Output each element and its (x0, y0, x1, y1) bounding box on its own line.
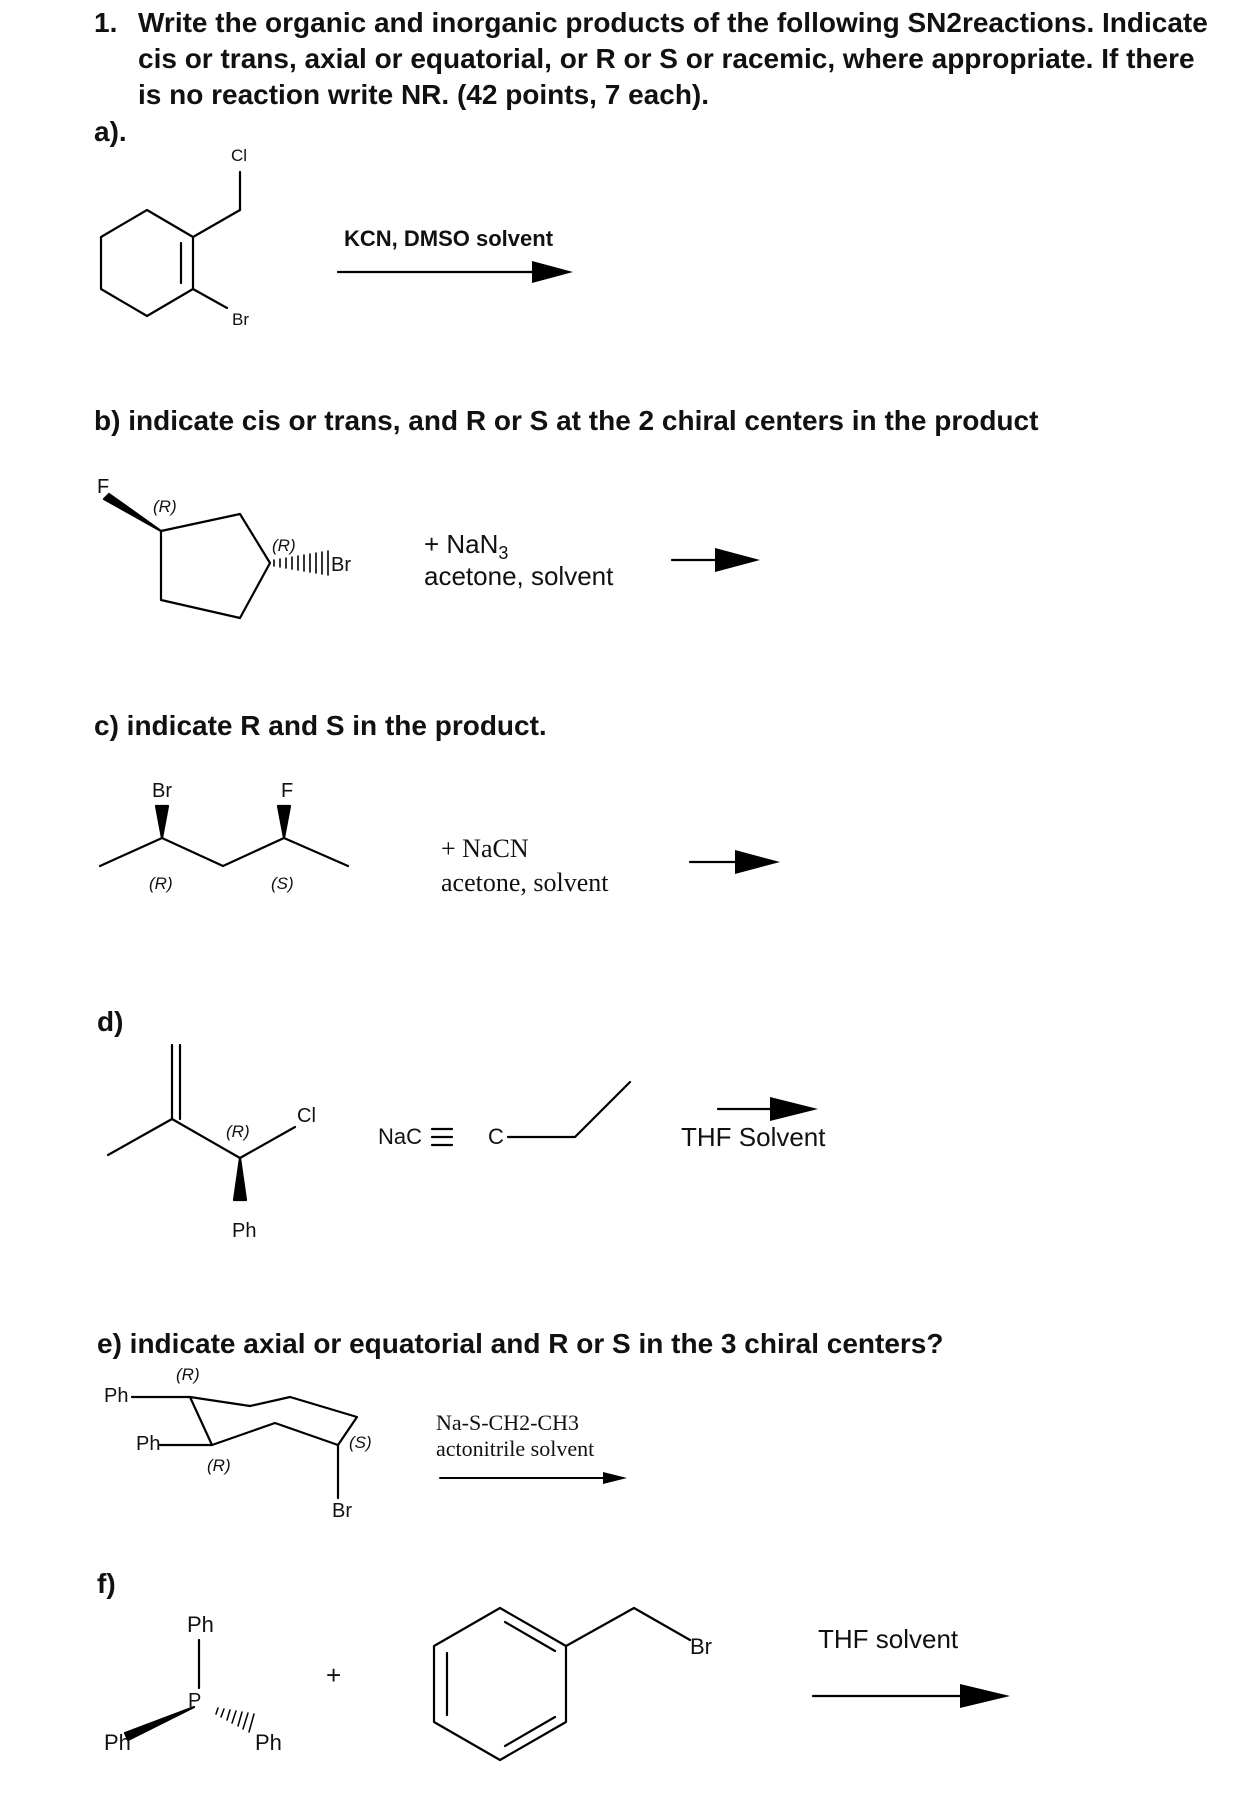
solvent-f: THF solvent (818, 1624, 959, 1654)
atom-cl: Cl (297, 1105, 316, 1127)
wedge-bond-ph-left (125, 1707, 194, 1740)
solvent-d: THF Solvent (681, 1122, 826, 1152)
structure-e (132, 1397, 357, 1498)
wedge-bond-f (278, 806, 290, 838)
config-e-left: (R) (207, 1456, 231, 1475)
atom-f: F (281, 780, 294, 802)
structure-b (104, 494, 328, 618)
arrowhead-a (532, 261, 573, 283)
reagent-b-main: + NaN (424, 529, 499, 559)
benzene-ring (434, 1608, 566, 1760)
structure-a (101, 172, 240, 316)
atom-ph-right: Ph (255, 1730, 282, 1755)
arrowhead-e (603, 1472, 627, 1484)
reagent-e-line1: Na-S-CH2-CH3 (436, 1410, 579, 1435)
config-c2: (S) (271, 874, 294, 893)
arrowhead-b (715, 548, 760, 572)
atom-p: P (188, 1690, 202, 1712)
cyclopentane-ring (161, 514, 270, 618)
arrowhead-d (770, 1097, 818, 1121)
reagent-a: KCN, DMSO solvent (344, 226, 554, 251)
atom-cl: Cl (231, 146, 248, 165)
question-text: Write the organic and inorganic products of the following SN2reactions. Indicate cis or trans, axial or equatorial, or R or S or racemic, where appropriate. If there is no reaction write NR. (42 points, 7 each). (138, 7, 1208, 110)
reagent-c-line2: acetone, solvent (441, 868, 609, 897)
config-e-top: (R) (176, 1365, 200, 1384)
structure-f-benzyl (434, 1608, 690, 1760)
part-a-label: a). (94, 116, 127, 147)
atom-ph2: Ph (136, 1433, 161, 1455)
atom-br: Br (152, 780, 172, 802)
part-d-label: d) (97, 1006, 124, 1037)
wedge-bond-br (156, 806, 168, 838)
atom-br: Br (232, 310, 249, 329)
wedge-bond-ph (234, 1158, 246, 1200)
arrowhead-c (735, 850, 780, 874)
atom-ph-top: Ph (187, 1612, 214, 1637)
reagent-c-line1: + NaCN (441, 834, 529, 863)
atom-ph-left: Ph (104, 1730, 131, 1755)
atom-br: Br (331, 554, 351, 576)
config-d: (R) (226, 1122, 250, 1141)
part-e-heading: e) indicate axial or equatorial and R or S in the 3 chiral centers? (97, 1328, 944, 1359)
arrowhead-f (960, 1684, 1010, 1708)
part-c-heading: c) indicate R and S in the product. (94, 710, 547, 741)
atom-br: Br (690, 1634, 712, 1659)
question-number: 1. (94, 7, 118, 38)
config-b1: (R) (153, 497, 177, 516)
structure-d (108, 1045, 630, 1200)
atom-ph1: Ph (104, 1385, 129, 1407)
config-c1: (R) (149, 874, 173, 893)
part-f-label: f) (97, 1568, 116, 1599)
plus-sign: + (326, 1660, 342, 1690)
structure-c (100, 806, 348, 866)
cyclohexene-ring (101, 210, 193, 316)
reagent-b-sub: 3 (498, 543, 509, 564)
hash-bond-ph-right (216, 1708, 254, 1732)
part-b-heading: b) indicate cis or trans, and R or S at the 2 chiral centers in the product (94, 405, 1039, 436)
atom-br: Br (332, 1500, 352, 1522)
reagent-e-line2: actonitrile solvent (436, 1436, 595, 1461)
nucleophile-carbon: C (488, 1124, 504, 1149)
reagent-b-line2: acetone, solvent (424, 561, 614, 591)
atom-f: F (97, 476, 110, 498)
config-b2: (R) (272, 536, 296, 555)
atom-ph: Ph (232, 1220, 257, 1242)
config-e-right: (S) (349, 1433, 372, 1452)
nucleophile-prefix: NaC (378, 1124, 423, 1149)
